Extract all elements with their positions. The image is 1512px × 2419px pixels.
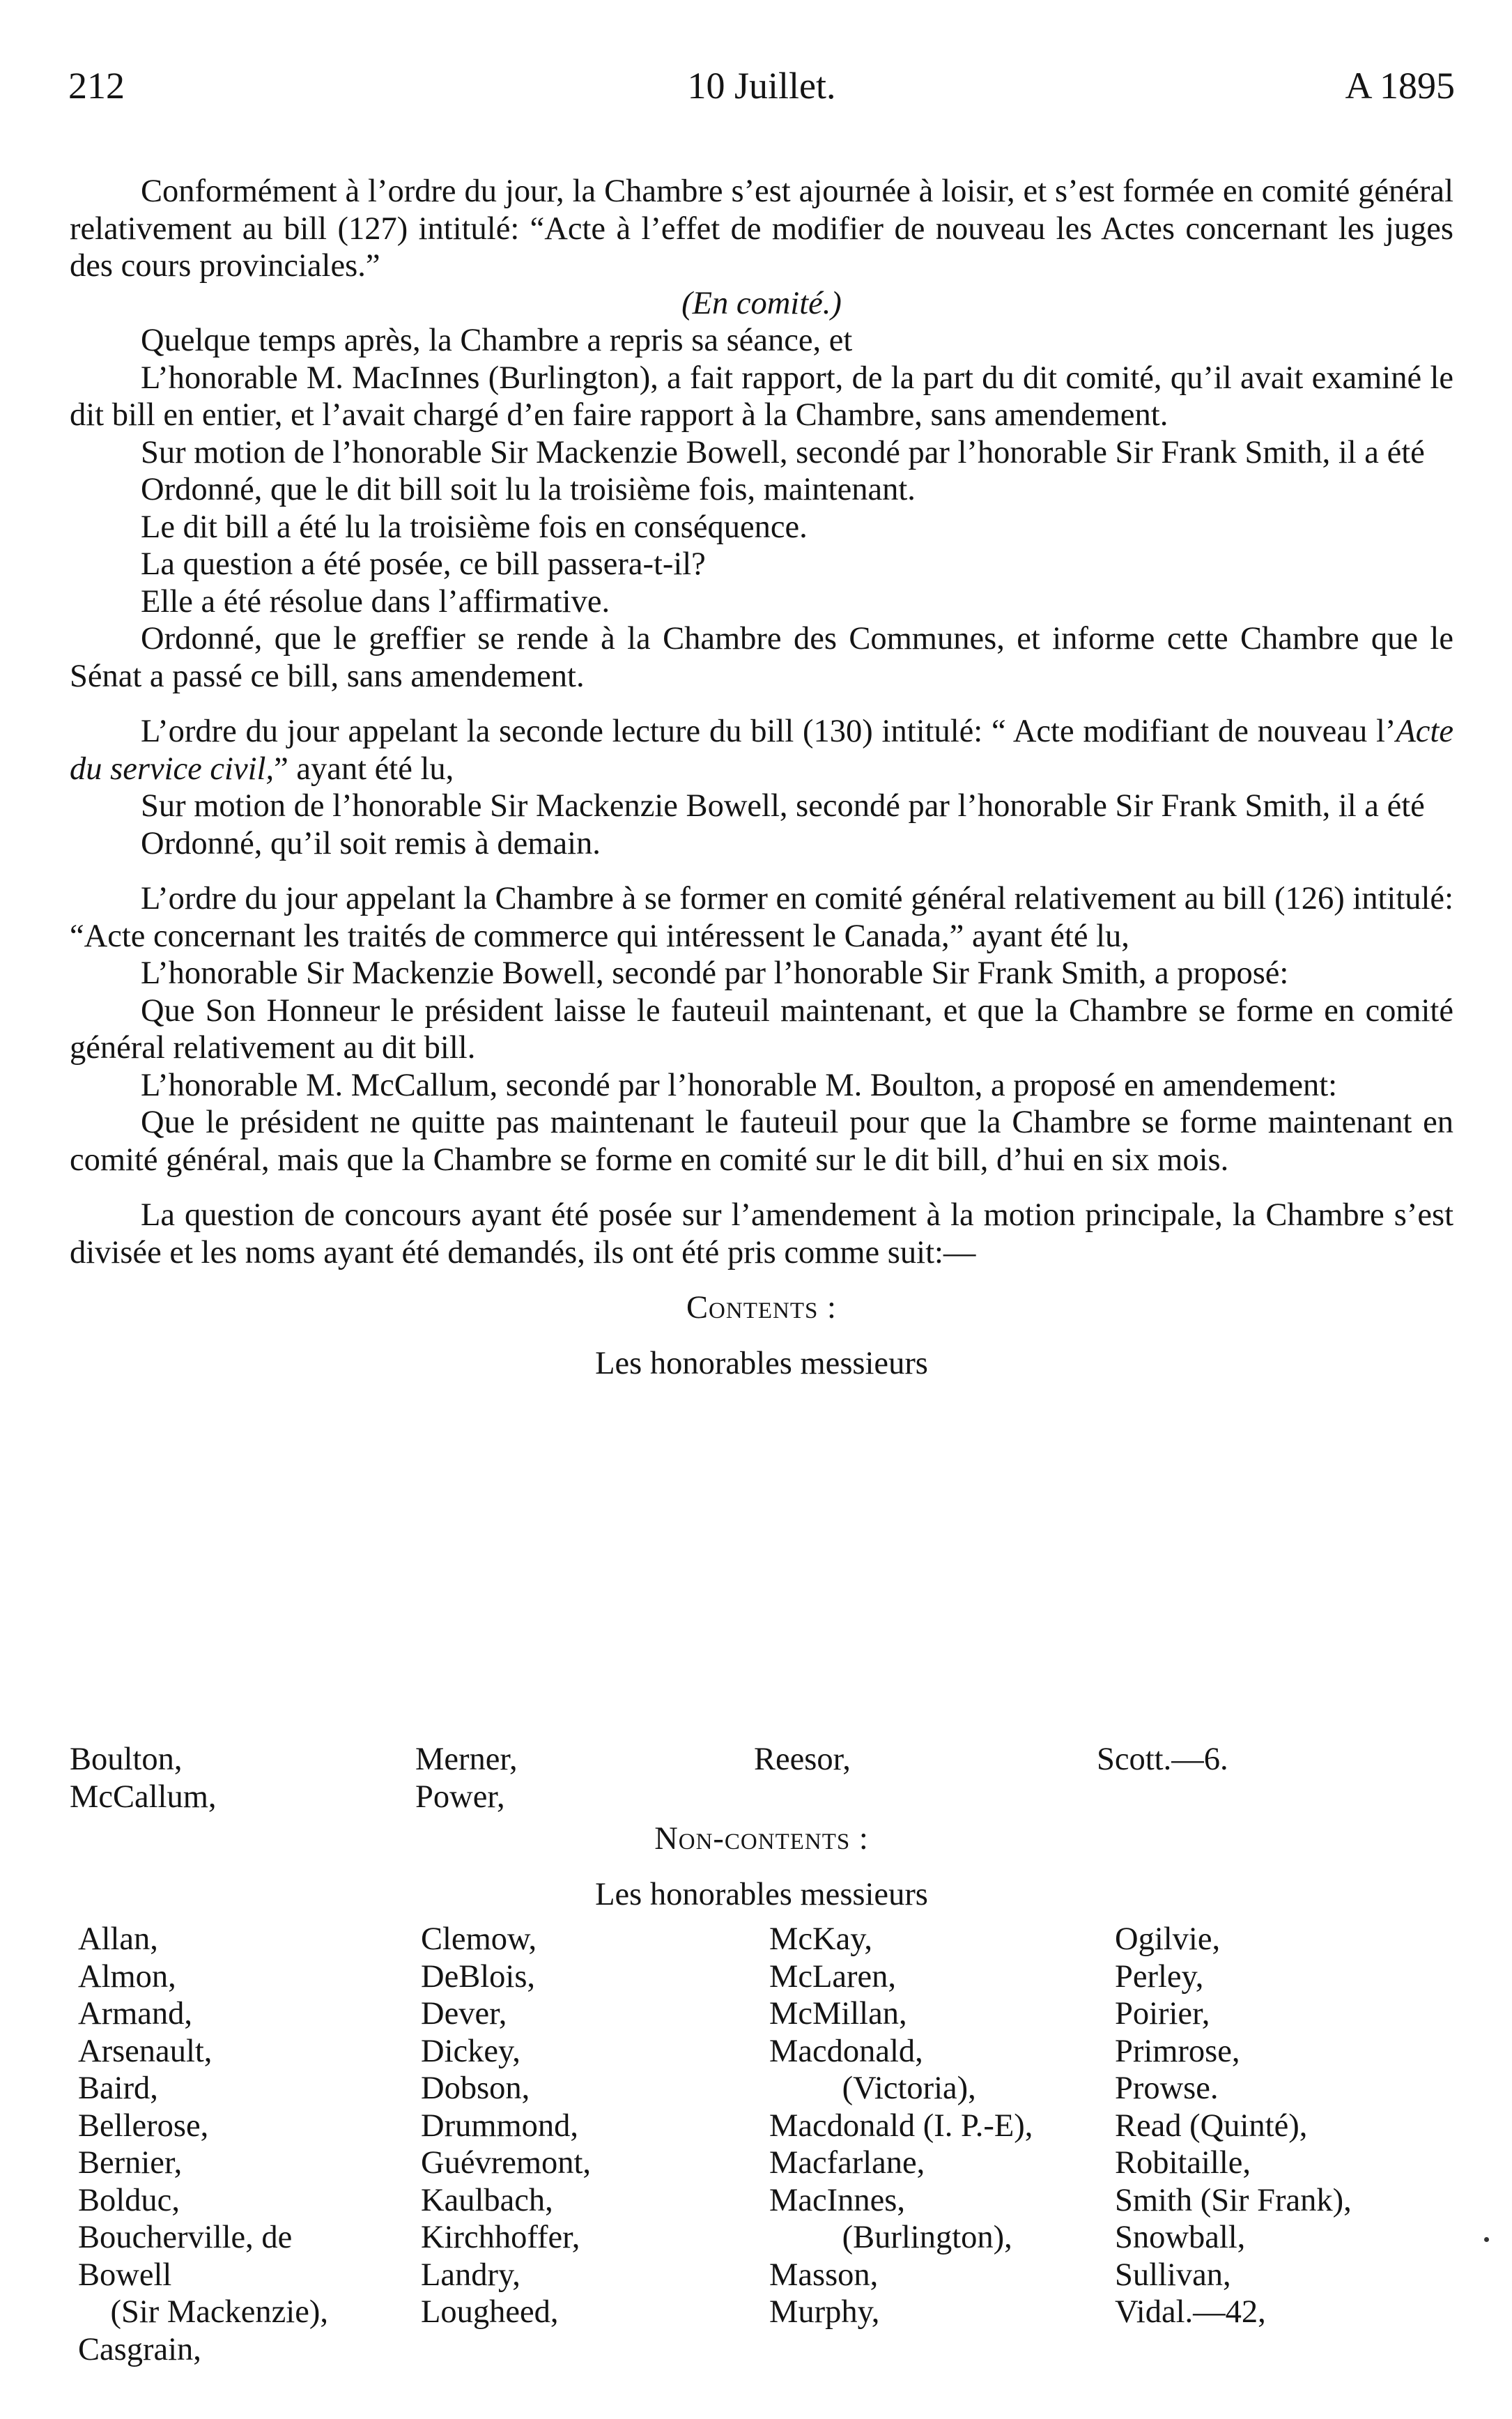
senator-name: Power,: [415, 1779, 505, 1815]
paragraph: L’ordre du jour appelant la Chambre à se former en comité général relativement au bill (126) intitulé: “Acte concernant les traités de commerce qui intéressent le Canada,” ayant été lu,: [70, 881, 1453, 954]
paragraph: Quelque temps après, la Chambre a repris sa séance, et: [141, 323, 853, 358]
senator-name: Poirier,: [1115, 1996, 1210, 2032]
senator-name: Robitaille,: [1115, 2145, 1251, 2181]
senator-name: Bolduc,: [78, 2182, 180, 2218]
contents-column-2: [415, 1741, 518, 1815]
paragraph: Elle a été résolue dans l’affirmative.: [141, 583, 610, 620]
senator-name: Kirchhoffer,: [421, 2220, 580, 2255]
senator-name: Lougheed,: [421, 2294, 559, 2330]
paragraph: L’honorable M. MacInnes (Burlington), a fait rapport, de la part du dit comité, qu’il avait examiné le dit bill en entier, et l’avait chargé d’en faire rapport à la Chambre, sans amendement.: [70, 360, 1453, 433]
senator-name: Read (Quinté),: [1115, 2107, 1308, 2144]
non-contents-subheading: Les honorables messieurs: [595, 1876, 928, 1912]
paragraph: Ordonné, qu’il soit remis à demain.: [141, 825, 601, 861]
page-header: [68, 64, 1455, 113]
senator-name: McLaren,: [769, 1958, 897, 1995]
paragraph: Ordonné, que le dit bill soit lu la troisième fois, maintenant.: [141, 472, 916, 507]
senator-name: Macdonald (I. P.-E),: [769, 2107, 1033, 2144]
paragraph: La question a été posée, ce bill passera-t-il?: [141, 546, 706, 582]
senator-name: Bernier,: [78, 2145, 183, 2181]
senator-name: Guévremont,: [421, 2145, 592, 2181]
senator-name: Masson,: [769, 2257, 879, 2293]
non-contents-heading: Non-contents :: [654, 1821, 869, 1857]
senator-name: Dickey,: [421, 2033, 520, 2069]
contents-column-4: [1097, 1741, 1228, 1779]
senator-name: Primrose,: [1115, 2033, 1240, 2069]
paragraph: La question de concours ayant été posée sur l’amendement à la motion principale, la Chambre s’est divisée et les noms ayant été demandés, ils ont été pris comme suit:—: [70, 1197, 1453, 1270]
senator-name: Baird,: [78, 2071, 158, 2106]
senator-name: Allan,: [78, 1921, 158, 1957]
senator-name: (Sir Mackenzie),: [78, 2294, 328, 2330]
senator-name: Kaulbach,: [421, 2182, 553, 2218]
paragraph: Que le président ne quitte pas maintenant le fauteuil pour que la Chambre se forme maintenant en comité général, mais que la Chambre se forme en comité sur le dit bill, d’hui en six mois.: [70, 1105, 1453, 1178]
non-contents-column-4: [1115, 1921, 1352, 2331]
paragraph-part: L’ordre du jour appelant la seconde lecture du bill (130) intitulé: “ Acte modifiant de nouveau l’: [141, 714, 1396, 749]
senator-name: Drummond,: [421, 2107, 579, 2144]
non-contents-column-2: [421, 1921, 591, 2331]
senator-name: Sullivan,: [1115, 2257, 1231, 2293]
body-text: [70, 173, 1453, 1382]
senator-name: Reesor,: [754, 1742, 851, 1777]
senator-name: (Victoria),: [769, 2071, 976, 2106]
contents-heading: Contents :: [686, 1290, 837, 1326]
paragraph: Ordonné, que le greffier se rende à la Chambre des Communes, et informe cette Chambre que le Sénat a passé ce bill, sans amendement.: [70, 621, 1453, 694]
senator-name: Scott.—6.: [1097, 1742, 1228, 1777]
senator-name: Clemow,: [421, 1921, 537, 1957]
ink-speck: [1484, 2237, 1489, 2242]
contents-subheading: Les honorables messieurs: [595, 1345, 928, 1381]
senator-name: Perley,: [1115, 1958, 1204, 1995]
senator-name: Dobson,: [421, 2071, 530, 2106]
page-number: 212: [68, 65, 125, 107]
senator-name: Bowell: [78, 2257, 172, 2293]
act-title: Acte du service civil,: [70, 714, 1453, 787]
senator-name: Casgrain,: [78, 2331, 201, 2367]
senator-name: (Burlington),: [769, 2220, 1012, 2255]
senator-name: McMillan,: [769, 1996, 907, 2032]
senator-name: MacInnes,: [769, 2182, 905, 2218]
paragraph: Que Son Honneur le président laisse le fauteuil maintenant, et que la Chambre se forme en comité général relativement au dit bill.: [70, 992, 1453, 1066]
senator-name: Smith (Sir Frank),: [1115, 2182, 1352, 2218]
non-contents-headings: [70, 1820, 1453, 1913]
non-contents-column-3: [769, 1921, 1033, 2331]
senator-name: Snowball,: [1115, 2220, 1246, 2255]
senator-name: Macfarlane,: [769, 2145, 925, 2181]
paragraph: Conformément à l’ordre du jour, la Chambre s’est ajournée à loisir, et s’est formée en comité général relativement au bill (127) intitulé: “Acte à l’effet de modifier de nouveau les Actes concernant les juges des cours provinciales.”: [70, 174, 1453, 284]
paragraph: L’honorable M. McCallum, secondé par l’honorable M. Boulton, a proposé en amendement:: [141, 1067, 1338, 1103]
senator-name: Bellerose,: [78, 2107, 209, 2144]
senator-name: Dever,: [421, 1996, 507, 2032]
senator-name: Prowse.: [1115, 2071, 1219, 2106]
senator-name: Boulton,: [70, 1742, 183, 1777]
committee-note: [70, 285, 1453, 323]
senator-name: DeBlois,: [421, 1958, 536, 1995]
header-year: A 1895: [1345, 65, 1455, 107]
paragraph-part: ” ayant été lu,: [274, 751, 454, 787]
contents-column-1: [70, 1741, 217, 1815]
paragraph: Sur motion de l’honorable Sir Mackenzie Bowell, secondé par l’honorable Sir Frank Smith, il a été: [141, 788, 1425, 824]
paragraph: L’honorable Sir Mackenzie Bowell, secondé par l’honorable Sir Frank Smith, a proposé:: [141, 955, 1289, 991]
contents-column-3: [754, 1741, 851, 1779]
paragraph: Sur motion de l’honorable Sir Mackenzie Bowell, secondé par l’honorable Sir Frank Smith, il a été: [141, 434, 1425, 470]
paragraph: Le dit bill a été lu la troisième fois en conséquence.: [141, 509, 808, 545]
senator-name: Landry,: [421, 2257, 520, 2293]
committee-note-text: (En comité.): [681, 285, 842, 321]
senator-name: Ogilvie,: [1115, 1921, 1221, 1957]
senator-name: Arsenault,: [78, 2033, 213, 2069]
senator-name: McKay,: [769, 1921, 873, 1957]
senator-name: Vidal.—42,: [1115, 2294, 1266, 2330]
paragraph: [70, 713, 1453, 788]
senator-name: Boucherville, de: [78, 2220, 293, 2255]
senator-name: Macdonald,: [769, 2033, 923, 2069]
senator-name: McCallum,: [70, 1779, 217, 1815]
header-date: 10 Juillet.: [687, 65, 836, 107]
non-contents-column-1: [78, 1921, 328, 2368]
senator-name: Merner,: [415, 1742, 518, 1777]
senator-name: Armand,: [78, 1996, 192, 2032]
senator-name: Almon,: [78, 1958, 176, 1995]
senator-name: Murphy,: [769, 2294, 880, 2330]
